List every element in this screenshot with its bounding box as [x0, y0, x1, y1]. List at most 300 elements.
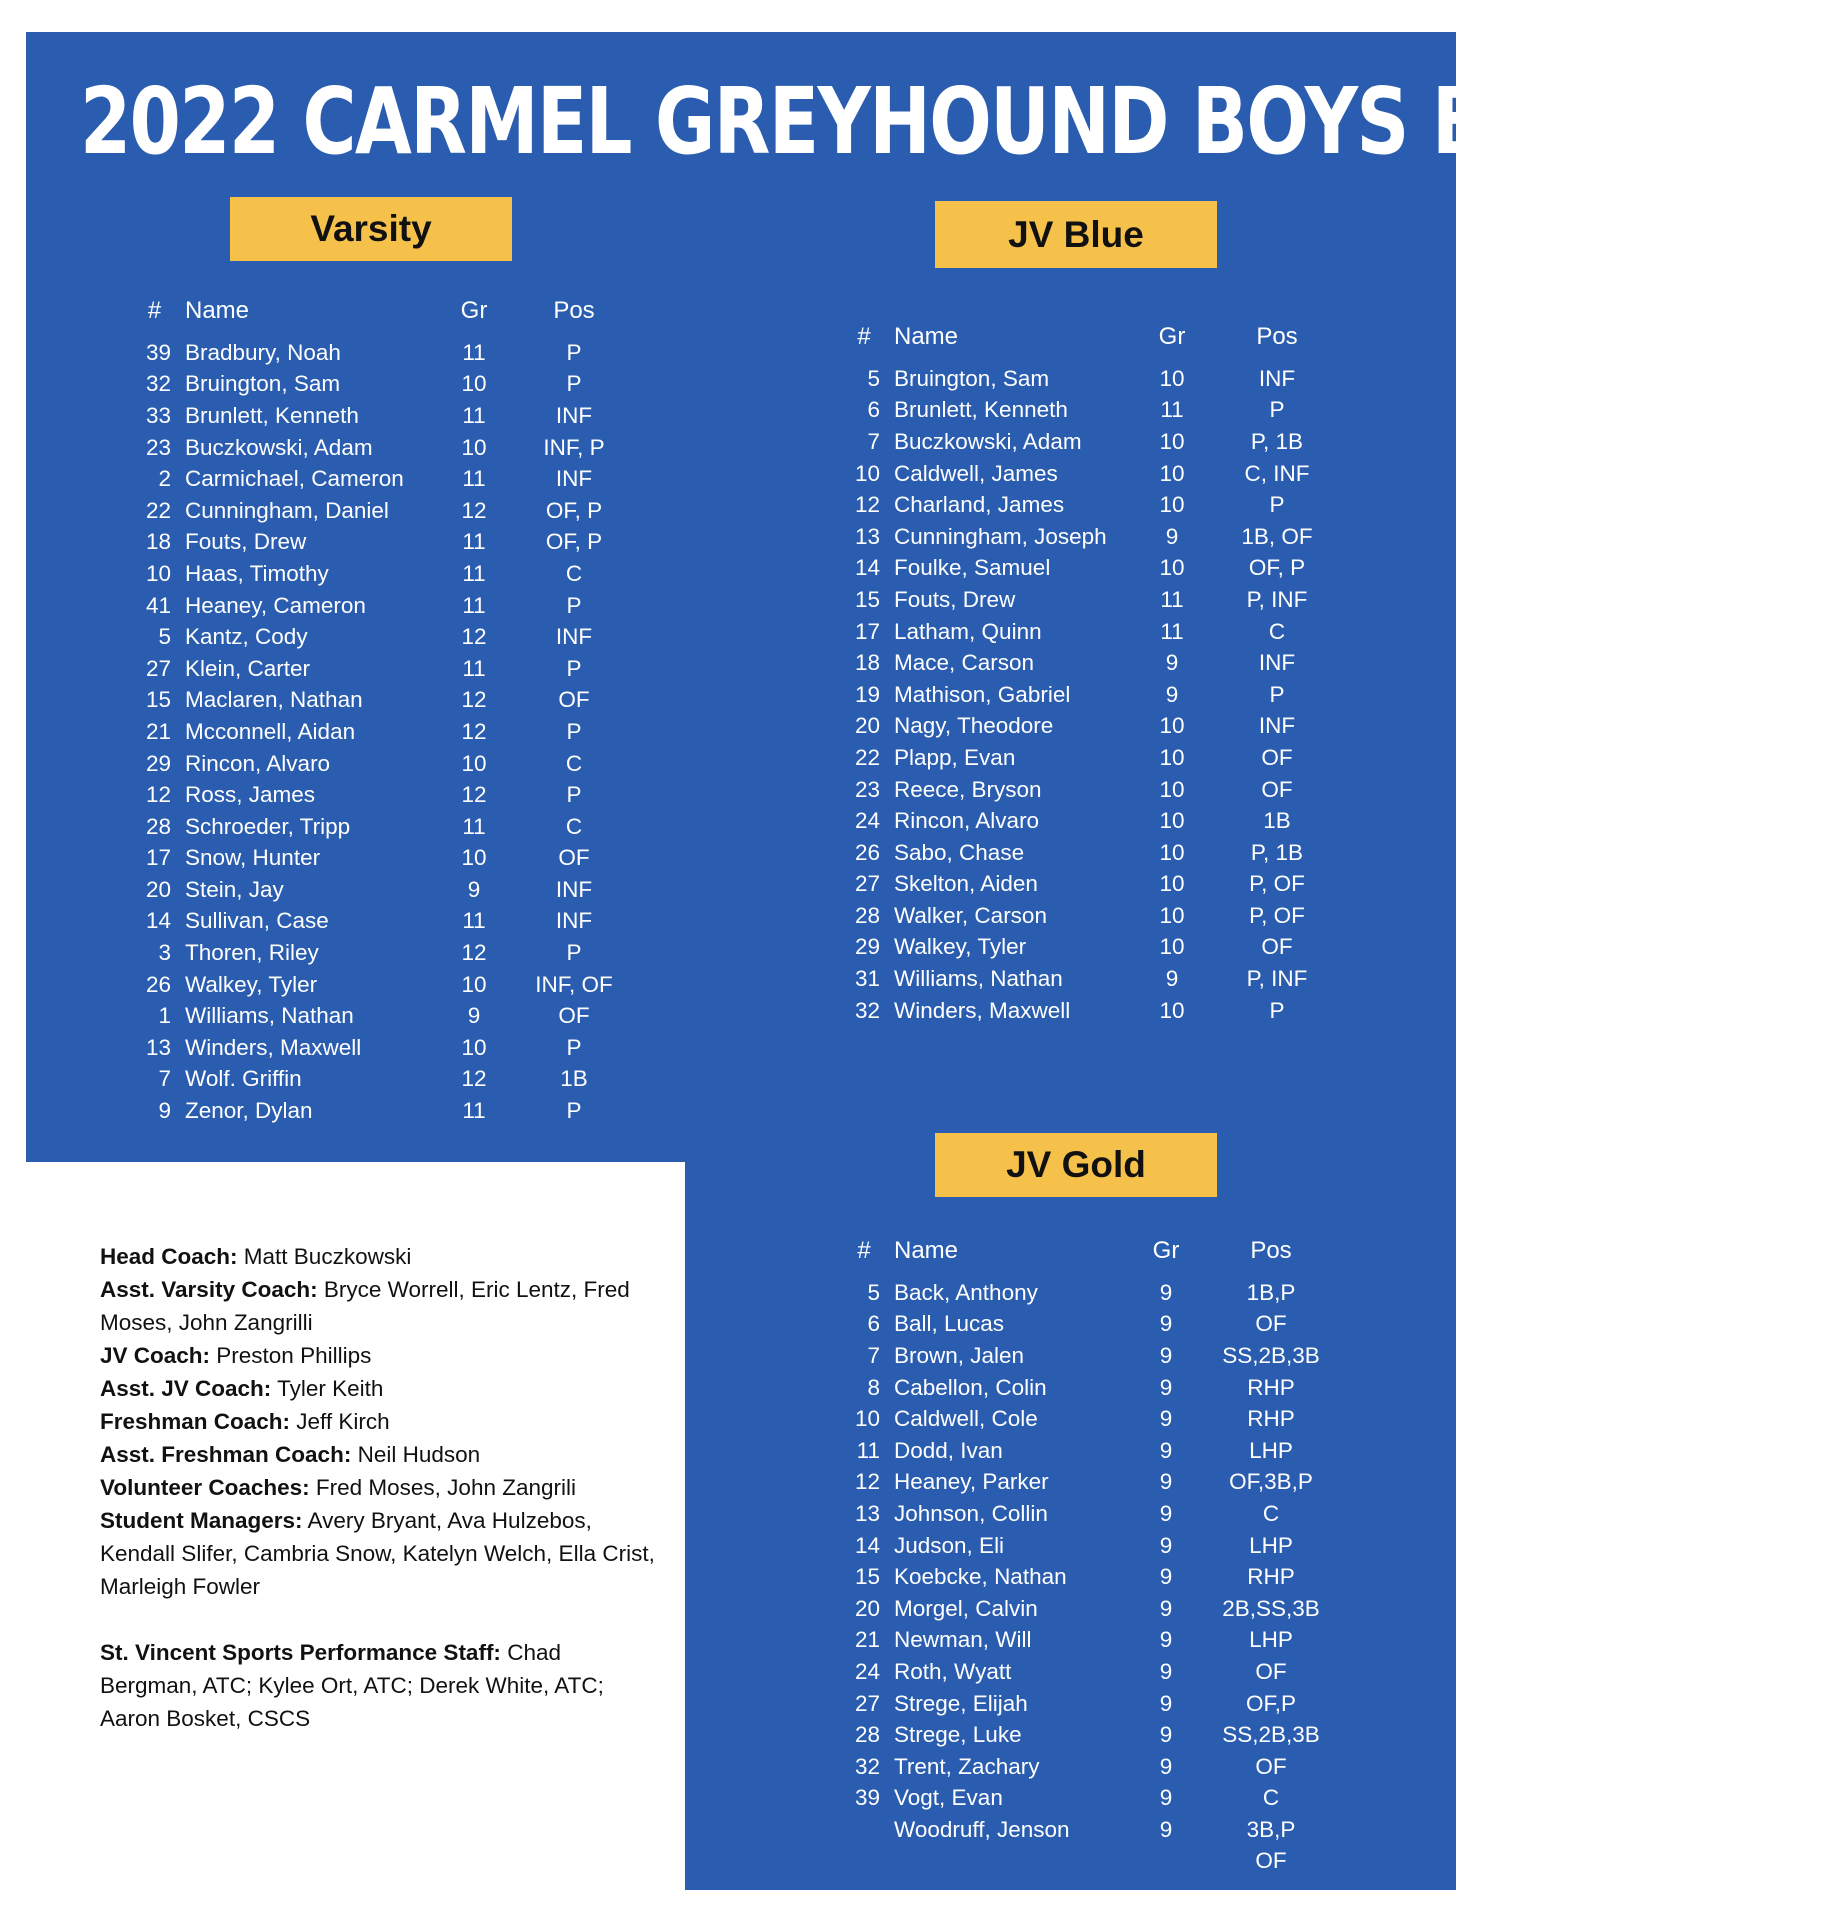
player-gr: 9	[1159, 1690, 1173, 1716]
player-name: Carmichael, Cameron	[185, 466, 404, 492]
player-pos: 1B	[560, 1066, 588, 1092]
player-name: Haas, Timothy	[185, 560, 329, 586]
player-gr: 11	[462, 1098, 486, 1124]
player-pos: P	[566, 655, 582, 681]
player-num: 11	[856, 1437, 880, 1463]
player-num: 12	[145, 782, 171, 808]
player-row	[848, 900, 1352, 932]
player-row	[848, 1530, 1346, 1562]
player-num: 6	[867, 1311, 880, 1337]
player-row	[138, 495, 644, 527]
player-num: 7	[158, 1066, 171, 1092]
player-name: Winders, Maxwell	[894, 997, 1071, 1023]
player-pos: INF	[555, 876, 593, 902]
staff-list	[100, 1240, 660, 1735]
player-pos: SS,2B,3B	[1222, 1342, 1320, 1368]
player-num: 24	[854, 808, 880, 834]
player-num: 20	[854, 713, 880, 739]
player-name: Cunningham, Joseph	[894, 523, 1107, 549]
staff-st-vincent: St. Vincent Sports Performance Staff: Chad Bergman, ATC; Kylee Ort, ATC; Derek White, ATC; Aaron Bosket, CSCS	[100, 1640, 604, 1731]
player-name: Williams, Nathan	[185, 1003, 354, 1029]
player-pos: OF, P	[545, 529, 603, 555]
player-pos: OF	[1261, 934, 1293, 960]
player-num: 20	[145, 876, 171, 902]
player-num: 14	[145, 908, 171, 934]
player-num: 23	[854, 776, 880, 802]
player-gr: 9	[1159, 1406, 1173, 1432]
player-gr: 10	[1159, 839, 1185, 865]
player-name: Bruington, Sam	[185, 371, 341, 397]
player-num: 10	[854, 1406, 880, 1432]
player-num: 6	[867, 397, 880, 423]
player-pos: C	[565, 813, 583, 839]
player-gr: 9	[1159, 1753, 1173, 1779]
player-row	[138, 337, 644, 369]
player-gr: 9	[1159, 1595, 1173, 1621]
player-num: 22	[854, 744, 880, 770]
player-pos: P, INF	[1246, 586, 1308, 612]
staff-freshman: Freshman Coach: Jeff Kirch	[100, 1409, 390, 1434]
roster-header	[138, 293, 644, 329]
player-name: Roth, Wyatt	[894, 1658, 1012, 1684]
player-pos: INF	[555, 624, 593, 650]
player-name: Schroeder, Tripp	[185, 813, 351, 839]
player-num: 28	[854, 1722, 880, 1748]
player-row	[138, 969, 644, 1001]
player-pos: C	[565, 560, 583, 586]
player-num: 27	[145, 655, 171, 681]
player-num: 5	[867, 365, 880, 391]
player-row	[138, 653, 644, 685]
player-gr: 9	[1159, 1469, 1173, 1495]
player-num: 3	[158, 940, 171, 966]
player-gr: 9	[1159, 1311, 1173, 1337]
player-gr: 10	[1159, 776, 1185, 802]
player-name: Stein, Jay	[185, 876, 284, 902]
player-row	[848, 837, 1352, 869]
player-row	[138, 369, 644, 401]
player-name: Ross, James	[185, 782, 316, 808]
player-row	[138, 621, 644, 653]
player-name: Strege, Luke	[894, 1722, 1022, 1748]
player-pos: 1B	[1263, 808, 1291, 834]
player-num: 23	[145, 434, 171, 460]
player-gr: 9	[1165, 650, 1179, 676]
varsity-roster	[138, 293, 644, 1127]
player-gr: 11	[462, 339, 486, 365]
staff-managers: Student Managers: Avery Bryant, Ava Hulzebos, Kendall Slifer, Cambria Snow, Katelyn Welch, Ella Crist, Marleigh Fowler	[100, 1508, 655, 1599]
player-pos: LHP	[1249, 1437, 1293, 1463]
player-name: Brunlett, Kenneth	[894, 397, 1068, 423]
player-name: Fouts, Drew	[185, 529, 307, 555]
jv-gold-roster	[848, 1233, 1346, 1877]
player-num: 20	[854, 1595, 880, 1621]
player-num: 5	[158, 624, 171, 650]
player-gr: 11	[462, 529, 486, 555]
player-num: 15	[854, 586, 880, 612]
player-row	[848, 1846, 1346, 1878]
player-gr: 10	[1159, 997, 1185, 1023]
player-pos: RHP	[1247, 1374, 1295, 1400]
player-num: 14	[854, 555, 880, 581]
player-pos: P, INF	[1246, 966, 1308, 992]
player-gr: 10	[1159, 871, 1185, 897]
player-num: 10	[145, 560, 171, 586]
player-num: 15	[145, 687, 171, 713]
player-row	[848, 1403, 1346, 1435]
player-pos: C	[1262, 1500, 1280, 1526]
player-row	[848, 869, 1352, 901]
player-gr: 10	[1159, 713, 1185, 739]
player-row	[138, 432, 644, 464]
player-num: 21	[854, 1627, 880, 1653]
player-name: Brown, Jalen	[894, 1342, 1025, 1368]
player-num: 17	[854, 618, 880, 644]
header-grade: Gr	[460, 297, 488, 324]
player-row	[848, 1688, 1346, 1720]
player-name: Thoren, Riley	[185, 940, 319, 966]
player-pos: P	[566, 1034, 582, 1060]
varsity-badge: Varsity	[230, 197, 512, 261]
player-pos: P	[1269, 997, 1285, 1023]
staff-asst-varsity: Asst. Varsity Coach: Bryce Worrell, Eric Lentz, Fred Moses, John Zangrilli	[100, 1277, 630, 1335]
player-pos: OF	[1255, 1311, 1287, 1337]
player-name: Walker, Carson	[894, 902, 1047, 928]
player-row	[848, 742, 1352, 774]
player-gr: 10	[1159, 428, 1185, 454]
player-name: Maclaren, Nathan	[185, 687, 363, 713]
player-row	[848, 1719, 1346, 1751]
player-name: Reece, Bryson	[894, 776, 1042, 802]
player-num: 27	[854, 1690, 880, 1716]
player-gr: 10	[1159, 902, 1185, 928]
player-pos: INF	[1258, 650, 1296, 676]
player-gr: 12	[461, 1066, 487, 1092]
player-gr: 9	[1159, 1437, 1173, 1463]
player-num: 29	[145, 750, 171, 776]
player-num: 13	[854, 523, 880, 549]
player-num: 21	[145, 718, 171, 744]
player-pos: P, 1B	[1250, 839, 1304, 865]
player-row	[138, 1064, 644, 1096]
player-pos: INF	[555, 402, 593, 428]
player-name: Judson, Eli	[894, 1532, 1005, 1558]
player-pos: INF, OF	[535, 971, 613, 997]
player-pos: INF	[1258, 365, 1296, 391]
player-pos: P	[566, 1098, 582, 1124]
player-pos: P	[1269, 681, 1285, 707]
player-row	[138, 400, 644, 432]
player-name: Koebcke, Nathan	[894, 1564, 1067, 1590]
player-pos: LHP	[1249, 1627, 1293, 1653]
player-row	[848, 679, 1352, 711]
player-gr: 9	[1165, 523, 1179, 549]
header-position: Pos	[553, 297, 595, 324]
player-row	[848, 395, 1352, 427]
player-gr: 12	[461, 624, 487, 650]
player-gr: 10	[1159, 744, 1185, 770]
player-row	[848, 1814, 1346, 1846]
staff-asst-freshman: Asst. Freshman Coach: Neil Hudson	[100, 1442, 481, 1467]
staff-jv-coach: JV Coach: Preston Phillips	[100, 1343, 372, 1368]
player-row	[138, 811, 644, 843]
player-pos: OF	[1255, 1658, 1287, 1684]
player-row	[138, 937, 644, 969]
player-name: Walkey, Tyler	[185, 971, 318, 997]
player-num: 17	[145, 845, 171, 871]
player-row	[138, 843, 644, 875]
player-pos: OF,P	[1245, 1690, 1296, 1716]
player-gr: 10	[461, 434, 487, 460]
player-pos: OF	[1261, 744, 1293, 770]
header-grade: Gr	[1152, 1237, 1180, 1264]
player-pos: P	[566, 718, 582, 744]
player-num: 32	[854, 997, 880, 1023]
player-row	[848, 1277, 1346, 1309]
player-name: Snow, Hunter	[185, 845, 321, 871]
header-num: #	[857, 323, 871, 350]
staff-head-coach: Head Coach: Matt Buczkowski	[100, 1244, 412, 1269]
player-num: 39	[145, 339, 171, 365]
player-gr: 12	[461, 782, 487, 808]
player-name: Caldwell, James	[894, 460, 1058, 486]
player-row	[138, 716, 644, 748]
player-name: Klein, Carter	[185, 655, 311, 681]
player-gr: 10	[461, 750, 487, 776]
player-num: 1	[158, 1003, 171, 1029]
player-pos: OF	[1255, 1848, 1287, 1874]
roster-header	[848, 1233, 1346, 1269]
player-num: 7	[867, 1342, 880, 1368]
player-gr: 11	[462, 466, 486, 492]
player-name: Vogt, Evan	[894, 1785, 1003, 1811]
player-num: 18	[854, 650, 880, 676]
player-gr: 12	[461, 687, 487, 713]
player-row	[138, 527, 644, 559]
player-row	[138, 558, 644, 590]
player-gr: 9	[467, 876, 481, 902]
player-num: 12	[854, 1469, 880, 1495]
player-num: 24	[854, 1658, 880, 1684]
header-position: Pos	[1250, 1237, 1292, 1264]
player-row	[848, 553, 1352, 585]
jv-blue-roster	[848, 319, 1352, 1026]
player-row	[848, 1751, 1346, 1783]
player-num: 13	[145, 1034, 171, 1060]
player-row	[848, 1561, 1346, 1593]
player-name: Winders, Maxwell	[185, 1034, 362, 1060]
player-pos: C	[565, 750, 583, 776]
player-name: Charland, James	[894, 492, 1065, 518]
player-name: Rincon, Alvaro	[185, 750, 331, 776]
player-row	[848, 521, 1352, 553]
player-gr: 9	[1159, 1658, 1173, 1684]
header-grade: Gr	[1158, 323, 1186, 350]
player-row	[848, 1593, 1346, 1625]
player-pos: INF, P	[543, 434, 605, 460]
player-pos: P	[566, 782, 582, 808]
player-row	[848, 805, 1352, 837]
player-name: Rincon, Alvaro	[894, 808, 1040, 834]
player-name: Ball, Lucas	[894, 1311, 1005, 1337]
player-num: 2	[158, 466, 171, 492]
player-gr: 9	[1159, 1627, 1173, 1653]
player-pos: LHP	[1249, 1532, 1293, 1558]
player-row	[848, 711, 1352, 743]
jv-blue-badge: JV Blue	[935, 201, 1217, 268]
player-row	[848, 1372, 1346, 1404]
player-gr: 9	[1159, 1564, 1173, 1590]
player-row	[848, 584, 1352, 616]
player-num: 32	[145, 371, 171, 397]
player-pos: INF	[555, 908, 593, 934]
player-name: Fouts, Drew	[894, 586, 1016, 612]
player-gr: 11	[1160, 397, 1184, 423]
player-name: Morgel, Calvin	[894, 1595, 1038, 1621]
player-gr: 9	[1159, 1722, 1173, 1748]
player-name: Bradbury, Noah	[185, 339, 341, 365]
player-pos: P	[566, 371, 582, 397]
player-name: Trent, Zachary	[894, 1753, 1040, 1779]
player-row	[138, 1095, 644, 1127]
player-gr: 12	[461, 940, 487, 966]
player-row	[848, 1625, 1346, 1657]
player-name: Plapp, Evan	[894, 744, 1016, 770]
player-name: Strege, Elijah	[894, 1690, 1028, 1716]
player-gr: 9	[1159, 1500, 1173, 1526]
player-row	[848, 647, 1352, 679]
player-row	[138, 1000, 644, 1032]
player-num: 10	[854, 460, 880, 486]
player-pos: RHP	[1247, 1564, 1295, 1590]
player-name: Caldwell, Cole	[894, 1406, 1038, 1432]
player-row	[848, 1656, 1346, 1688]
player-gr: 11	[462, 592, 486, 618]
player-name: Buczkowski, Adam	[185, 434, 373, 460]
player-gr: 10	[1159, 808, 1185, 834]
player-row	[138, 590, 644, 622]
player-num: 28	[145, 813, 171, 839]
header-num: #	[147, 297, 162, 324]
player-row	[138, 748, 644, 780]
player-pos: OF,3B,P	[1229, 1469, 1313, 1495]
player-row	[848, 774, 1352, 806]
player-name: Wolf. Griffin	[185, 1066, 302, 1092]
player-name: Mathison, Gabriel	[894, 681, 1071, 707]
player-num: 32	[854, 1753, 880, 1779]
player-pos: OF, P	[545, 497, 603, 523]
player-pos: INF	[555, 466, 593, 492]
player-row	[848, 1783, 1346, 1815]
player-num: 13	[854, 1500, 880, 1526]
player-name: Cunningham, Daniel	[185, 497, 389, 523]
player-pos: P, 1B	[1250, 428, 1304, 454]
page-title: 2022 CARMEL GREYHOUND BOYS BASEBALL	[80, 68, 1842, 175]
jv-gold-badge: JV Gold	[935, 1133, 1217, 1197]
player-row	[138, 685, 644, 717]
player-pos: OF	[1255, 1753, 1287, 1779]
player-gr: 11	[1160, 618, 1184, 644]
player-name: Brunlett, Kenneth	[185, 402, 359, 428]
player-name: Mace, Carson	[894, 650, 1035, 676]
player-name: Foulke, Samuel	[894, 555, 1051, 581]
player-name: Dodd, Ivan	[894, 1437, 1003, 1463]
player-row	[848, 1435, 1346, 1467]
player-pos: P	[1269, 492, 1285, 518]
staff-asst-jv: Asst. JV Coach: Tyler Keith	[100, 1376, 384, 1401]
player-gr: 9	[1159, 1342, 1173, 1368]
player-name: Nagy, Theodore	[894, 713, 1054, 739]
player-num: 12	[854, 492, 880, 518]
player-gr: 11	[462, 908, 486, 934]
player-gr: 9	[1159, 1374, 1173, 1400]
player-row	[138, 1032, 644, 1064]
player-num: 9	[158, 1098, 171, 1124]
player-name: Cabellon, Colin	[894, 1374, 1047, 1400]
player-name: Sullivan, Case	[185, 908, 329, 934]
player-gr: 12	[461, 718, 487, 744]
player-num: 31	[854, 966, 880, 992]
staff-volunteer: Volunteer Coaches: Fred Moses, John Zangrili	[100, 1475, 576, 1500]
player-gr: 9	[1165, 681, 1179, 707]
player-pos: SS,2B,3B	[1222, 1722, 1320, 1748]
player-row	[848, 458, 1352, 490]
player-row	[848, 426, 1352, 458]
player-num: 15	[854, 1564, 880, 1590]
player-name: Latham, Quinn	[894, 618, 1042, 644]
player-pos: 2B,SS,3B	[1222, 1595, 1320, 1621]
player-num: 22	[145, 497, 171, 523]
player-row	[138, 463, 644, 495]
player-gr: 11	[462, 655, 486, 681]
header-num: #	[857, 1237, 871, 1264]
player-name: Skelton, Aiden	[894, 871, 1038, 897]
player-gr: 9	[467, 1003, 481, 1029]
player-name: Johnson, Collin	[894, 1500, 1048, 1526]
player-name: Back, Anthony	[894, 1279, 1038, 1305]
player-pos: P	[566, 592, 582, 618]
player-gr: 10	[461, 371, 487, 397]
player-row	[848, 616, 1352, 648]
player-name: Bruington, Sam	[894, 365, 1050, 391]
player-row	[848, 1498, 1346, 1530]
header-name: Name	[894, 323, 959, 350]
player-row	[138, 779, 644, 811]
player-pos: INF	[1258, 713, 1296, 739]
player-num: 26	[854, 839, 880, 865]
player-pos: C	[1262, 1785, 1280, 1811]
player-row	[848, 1467, 1346, 1499]
player-name: Williams, Nathan	[894, 966, 1063, 992]
player-num: 7	[867, 428, 880, 454]
header-position: Pos	[1256, 323, 1298, 350]
player-gr: 10	[1159, 934, 1185, 960]
player-num: 18	[145, 529, 171, 555]
player-pos: P, OF	[1249, 902, 1305, 928]
player-name: Kantz, Cody	[185, 624, 308, 650]
player-gr: 10	[1159, 492, 1185, 518]
player-name: Newman, Will	[894, 1627, 1032, 1653]
player-row	[848, 963, 1352, 995]
player-pos: OF	[1261, 776, 1293, 802]
player-gr: 9	[1159, 1816, 1173, 1842]
player-gr: 10	[1159, 460, 1185, 486]
player-num: 28	[854, 902, 880, 928]
player-num: 19	[854, 681, 880, 707]
player-pos: C, INF	[1244, 460, 1310, 486]
player-name: Buczkowski, Adam	[894, 428, 1082, 454]
player-name: Walkey, Tyler	[894, 934, 1027, 960]
